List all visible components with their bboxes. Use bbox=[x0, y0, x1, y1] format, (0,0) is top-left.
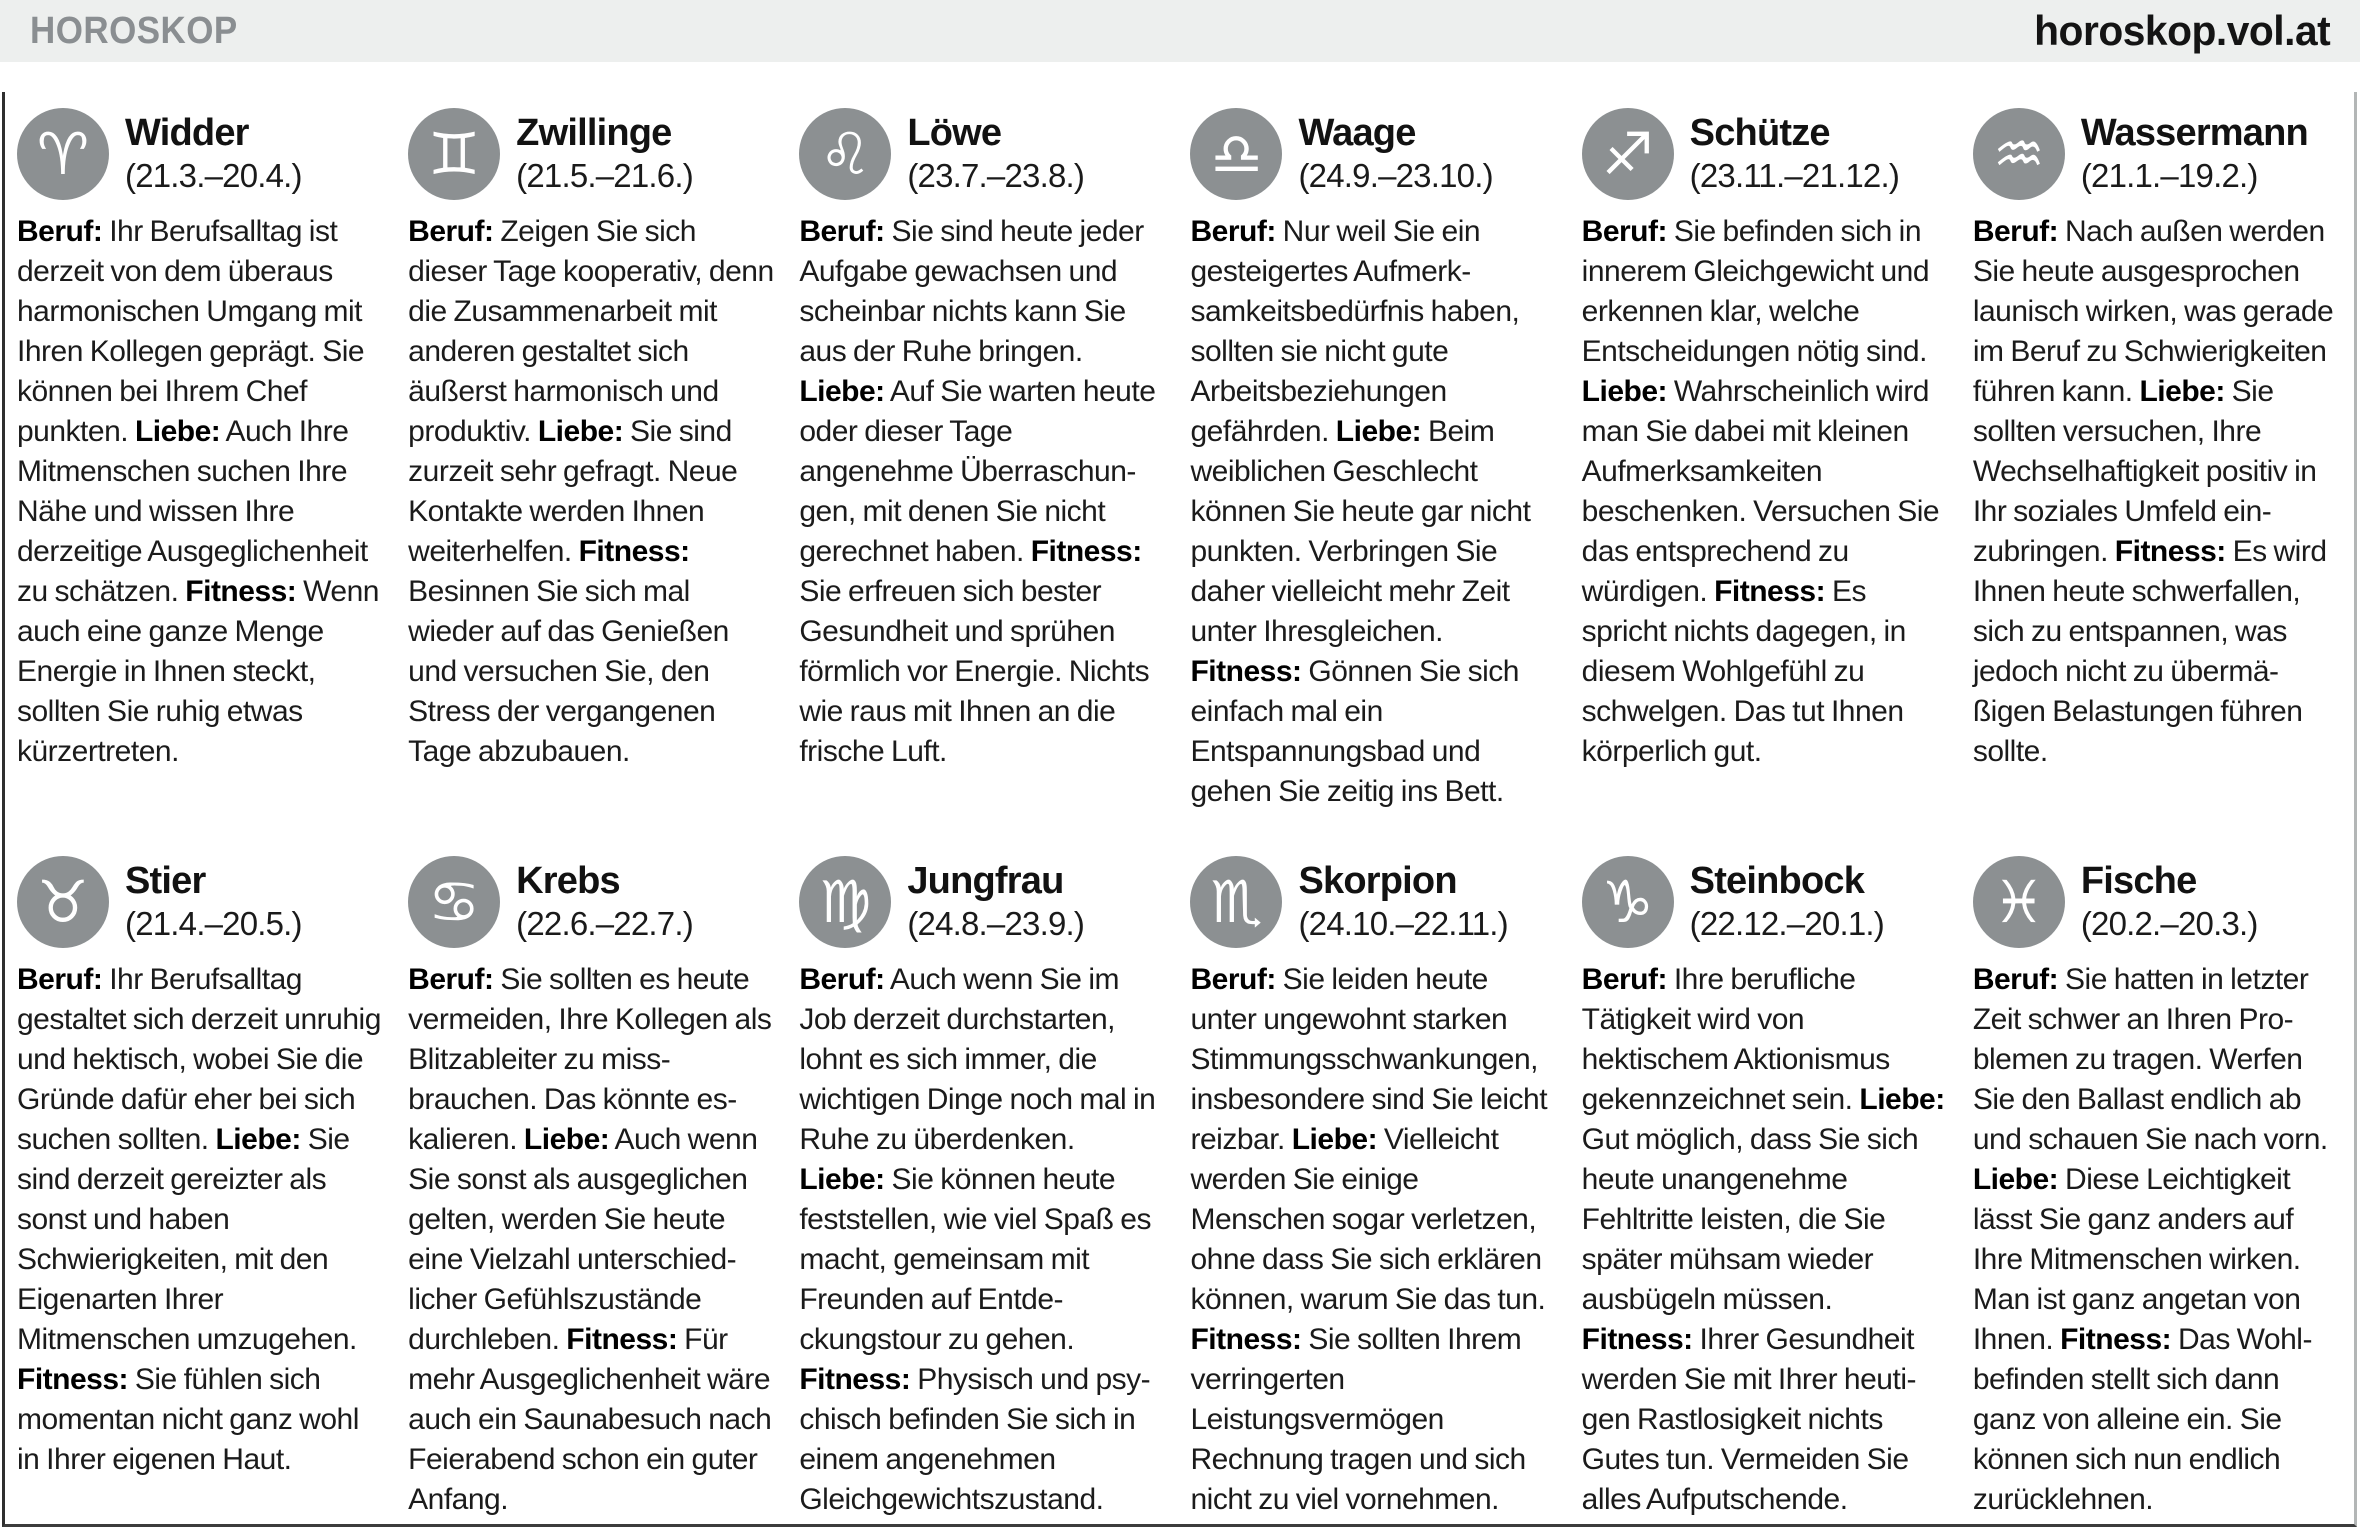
leo-lion-icon bbox=[799, 108, 891, 200]
section-text: Sie erfreuen sich bester Gesundheit und sprühen förmlich vor Energie. Nichts wie raus mit Ihnen an die frische Luft. bbox=[799, 575, 1150, 768]
sign-name: Wassermann bbox=[2080, 112, 2308, 155]
sign-header bbox=[1190, 108, 1557, 200]
section-label: Fitness: bbox=[566, 1323, 678, 1356]
section-label: Liebe: bbox=[523, 1123, 610, 1156]
section-text: Es wird Ihnen heute schwerfallen, sich zu entspannen, was jedoch nicht zu übermäßigen Belastungen führen sollte. bbox=[1972, 535, 2327, 768]
sign-dates: (24.8.–23.9.) bbox=[907, 905, 1085, 943]
section-label: Liebe: bbox=[215, 1123, 301, 1156]
sign-header bbox=[1582, 108, 1949, 200]
sign-dates: (23.7.–23.8.) bbox=[907, 157, 1085, 195]
sign-dates: (20.2.–20.3.) bbox=[2080, 905, 2258, 943]
sign-name: Krebs bbox=[516, 860, 620, 903]
section-text: Sie hatten in letzter Zeit schwer an Ihren Problemen zu tragen. Werfen Sie den Ballast endlich ab und schauen Sie nach vorn. bbox=[1972, 963, 2328, 1156]
section-text: Ihr Berufsalltag ist derzeit von dem überaus harmonischen Umgang mit Ihren Kollegen geprägt. Sie können bei Ihrem Chef punkten. bbox=[17, 215, 365, 448]
section-text: Sie fühlen sich momentan nicht ganz wohl in Ihrer eigenen Haut. bbox=[17, 1363, 359, 1476]
gemini-twins-icon bbox=[408, 108, 500, 200]
section-text: Ihr Berufsalltag gestaltet sich derzeit unruhig und hektisch, wobei Sie die Gründe dafür eher bei sich suchen sollten. bbox=[17, 963, 381, 1156]
section-text: Zeigen Sie sich dieser Tage kooperativ, denn die Zusammenarbeit mit anderen gestaltet sich äußerst harmonisch und produktiv. bbox=[408, 215, 774, 448]
sign-header bbox=[17, 108, 384, 200]
horoscope-entry bbox=[1190, 108, 1557, 812]
section-label: Beruf: bbox=[1190, 215, 1276, 248]
horoscope-grid bbox=[5, 92, 2354, 1520]
section-label: Beruf: bbox=[799, 215, 885, 248]
section-text: Wenn auch eine ganze Menge Energie in Ihnen steckt, sollten Sie ruhig etwas kürzertreten. bbox=[17, 575, 379, 768]
section-label: Beruf: bbox=[1190, 963, 1276, 996]
section-text: Physisch und psychisch befinden Sie sich in einem angenehmen Gleichgewichtszustand. bbox=[799, 1363, 1151, 1516]
sign-title-block bbox=[125, 860, 302, 943]
section-text: Gut möglich, dass Sie sich heute unangenehme Fehltritte leisten, die Sie später mühsam wieder ausbügeln müssen. bbox=[1581, 1123, 1919, 1316]
horoscope-entry bbox=[408, 108, 775, 772]
zodiac-glyph: ♊ bbox=[428, 120, 481, 188]
zodiac-glyph: ♎ bbox=[1210, 120, 1263, 188]
sign-text bbox=[799, 960, 1166, 1520]
section-text: Sie leiden heute unter ungewohnt starken Stimmungsschwankungen, insbesondere sind Sie leicht reizbar. bbox=[1190, 963, 1548, 1156]
sign-title-block bbox=[2081, 860, 2258, 943]
sign-name: Steinbock bbox=[1689, 860, 1865, 903]
sign-text bbox=[17, 212, 384, 772]
section-label: Fitness: bbox=[185, 575, 297, 608]
sign-dates: (24.10.–22.11.) bbox=[1298, 905, 1508, 943]
sign-header bbox=[1973, 856, 2340, 948]
sign-dates: (21.1.–19.2.) bbox=[2080, 157, 2258, 195]
page-header bbox=[0, 0, 2360, 62]
sign-name: Fische bbox=[2080, 860, 2197, 903]
pisces-fish-icon bbox=[1973, 856, 2065, 948]
section-text: Auf Sie warten heute oder dieser Tage angenehme Überraschungen, mit denen Sie nicht gerechnet haben. bbox=[799, 375, 1156, 568]
zodiac-glyph: ♑ bbox=[1601, 868, 1654, 936]
section-label: Liebe: bbox=[799, 1163, 885, 1196]
section-text: Auch wenn Sie im Job derzeit durchstarten, lohnt es sich immer, die wichtigen Dinge noch mal in Ruhe zu überdenken. bbox=[799, 963, 1156, 1156]
section-text: Sie können heute feststellen, wie viel Spaß es macht, gemeinsam mit Freunden auf Entdeckungstour zu gehen. bbox=[799, 1163, 1151, 1356]
aries-ram-icon bbox=[17, 108, 109, 200]
sign-title-block bbox=[516, 112, 693, 195]
section-label: Liebe: bbox=[1581, 375, 1668, 408]
sign-dates: (21.5.–21.6.) bbox=[516, 157, 693, 195]
sign-dates: (21.4.–20.5.) bbox=[125, 905, 302, 943]
section-text: Das Wohlbefinden stellt sich dann ganz von alleine ein. Sie können sich nun endlich zurücklehnen. bbox=[1972, 1323, 2313, 1516]
sign-header bbox=[408, 108, 775, 200]
sign-header bbox=[799, 856, 1166, 948]
section-text: Nur weil Sie ein gesteigertes Aufmerksamkeitsbedürfnis haben, sollten sie nicht gute Arbeitsbeziehungen gefährden. bbox=[1190, 215, 1520, 448]
section-label: Liebe: bbox=[1859, 1083, 1945, 1116]
sign-title-block bbox=[125, 112, 302, 195]
horoscope-entry bbox=[1582, 108, 1949, 772]
section-text: Ihre berufliche Tätigkeit wird von hektischem Aktionismus gekennzeichnet sein. bbox=[1581, 963, 1890, 1116]
zodiac-glyph: ♐ bbox=[1601, 120, 1654, 188]
section-label: Liebe: bbox=[537, 415, 624, 448]
sign-name: Löwe bbox=[907, 112, 1002, 155]
section-label: Fitness: bbox=[799, 1363, 911, 1396]
sign-dates: (21.3.–20.4.) bbox=[125, 157, 302, 195]
section-text: Wahrscheinlich wird man Sie dabei mit kleinen Aufmerksamkeiten beschenken. Versuchen Sie das entsprechend zu würdigen. bbox=[1581, 375, 1940, 608]
section-text: Ihrer Gesundheit werden Sie mit Ihrer heutigen Rastlosigkeit nichts Gutes tun. Vermeiden Sie alles Aufputschende. bbox=[1581, 1323, 1917, 1516]
sign-dates: (22.12.–20.1.) bbox=[1689, 905, 1884, 943]
sign-dates: (23.11.–21.12.) bbox=[1689, 157, 1900, 195]
horoscope-entry bbox=[17, 108, 384, 772]
sign-name: Waage bbox=[1298, 112, 1416, 155]
section-text: Für mehr Ausgeglichenheit wäre auch ein Saunabesuch nach Feierabend schon ein guter Anfang. bbox=[408, 1323, 772, 1516]
sign-header bbox=[1190, 856, 1557, 948]
sign-title-block bbox=[1298, 112, 1492, 195]
zodiac-glyph: ♓ bbox=[1992, 868, 2045, 936]
sign-header bbox=[17, 856, 384, 948]
capricorn-goat-icon bbox=[1582, 856, 1674, 948]
sign-header bbox=[799, 108, 1166, 200]
horoscope-entry bbox=[1190, 856, 1557, 1520]
horoscope-entry bbox=[1973, 856, 2340, 1520]
section-text: Nach außen werden Sie heute ausgesprochen launisch wirken, was gerade im Beruf zu Schwierigkeiten führen kann. bbox=[1972, 215, 2334, 408]
section-label: Fitness: bbox=[1030, 535, 1142, 568]
sign-title-block bbox=[516, 860, 693, 943]
sign-title-block bbox=[907, 860, 1084, 943]
section-label: Fitness: bbox=[1190, 1323, 1302, 1356]
sign-dates: (24.9.–23.10.) bbox=[1298, 157, 1493, 195]
section-label: Fitness: bbox=[2060, 1323, 2172, 1356]
sign-name: Zwillinge bbox=[516, 112, 672, 155]
zodiac-glyph: ♒ bbox=[1992, 120, 2045, 188]
sagittarius-archer-icon bbox=[1582, 108, 1674, 200]
sign-header bbox=[1582, 856, 1949, 948]
sign-title-block bbox=[1690, 860, 1884, 943]
page-title: HOROSKOP bbox=[30, 9, 238, 52]
section-text: Vielleicht werden Sie einige Menschen sogar verletzen, ohne dass Sie sich erklären können, warum Sie das tun. bbox=[1190, 1123, 1546, 1316]
section-label: Liebe: bbox=[799, 375, 885, 408]
sign-title-block bbox=[907, 112, 1084, 195]
section-label: Beruf: bbox=[1972, 963, 2059, 996]
section-text: Sie sind heute jeder Aufgabe gewachsen und scheinbar nichts kann Sie aus der Ruhe bringen. bbox=[799, 215, 1144, 368]
section-text: Es spricht nichts dagegen, in diesem Wohlgefühl zu schwelgen. Das tut Ihnen körperlich gut. bbox=[1581, 575, 1906, 768]
section-text: Besinnen Sie sich mal wieder auf das Genießen und versuchen Sie, den Stress der vergangenen Tage abzubauen. bbox=[408, 575, 729, 768]
section-text: Diese Leichtigkeit lässt Sie ganz anders auf Ihre Mitmenschen wirken. Man ist ganz angetan von Ihnen. bbox=[1972, 1163, 2301, 1356]
sign-text bbox=[408, 960, 775, 1520]
sign-text bbox=[1973, 960, 2340, 1520]
section-text: Auch wenn Sie sonst als ausgeglichen gelten, werden Sie heute eine Vielzahl unterschiedlicher Gefühlszustände durchleben. bbox=[408, 1123, 758, 1356]
section-label: Beruf: bbox=[408, 963, 494, 996]
libra-scales-icon bbox=[1190, 108, 1282, 200]
sign-name: Schütze bbox=[1689, 112, 1830, 155]
sign-text bbox=[799, 212, 1166, 772]
sign-name: Widder bbox=[125, 112, 249, 155]
section-label: Liebe: bbox=[134, 415, 221, 448]
content-frame bbox=[2, 92, 2357, 1527]
section-label: Beruf: bbox=[1972, 215, 2059, 248]
section-label: Liebe: bbox=[1291, 1123, 1378, 1156]
section-text: Sie sollten es heute vermeiden, Ihre Kollegen als Blitzableiter zu missbrauchen. Das könnte eskalieren. bbox=[408, 963, 772, 1156]
sign-text bbox=[1582, 212, 1949, 772]
section-label: Liebe: bbox=[1972, 1163, 2059, 1196]
section-label: Beruf: bbox=[17, 215, 103, 248]
sign-name: Skorpion bbox=[1298, 860, 1457, 903]
section-label: Fitness: bbox=[1581, 1323, 1693, 1356]
zodiac-glyph: ♋ bbox=[428, 868, 481, 936]
section-label: Fitness: bbox=[2114, 535, 2226, 568]
sign-header bbox=[408, 856, 775, 948]
sign-text bbox=[1582, 960, 1949, 1520]
aquarius-water-jug-icon bbox=[1973, 108, 2065, 200]
horoscope-entry bbox=[17, 856, 384, 1480]
section-label: Liebe: bbox=[1335, 415, 1422, 448]
horoscope-entry bbox=[1973, 108, 2340, 772]
horoscope-entry bbox=[408, 856, 775, 1520]
sign-name: Jungfrau bbox=[907, 860, 1064, 903]
section-text: Gönnen Sie sich einfach mal ein Entspannungsbad und gehen Sie zeitig ins Bett. bbox=[1190, 655, 1519, 808]
section-label: Beruf: bbox=[17, 963, 103, 996]
sign-text bbox=[408, 212, 775, 772]
horoscope-entry bbox=[1582, 856, 1949, 1520]
site-url: horoskop.vol.at bbox=[2033, 7, 2330, 54]
section-label: Beruf: bbox=[1581, 963, 1667, 996]
section-text: Sie sollten versuchen, Ihre Wechselhaftigkeit positiv in Ihr soziales Umfeld einzubringen. bbox=[1972, 375, 2317, 568]
section-label: Beruf: bbox=[1581, 215, 1667, 248]
horoscope-entry bbox=[799, 108, 1166, 772]
horoscope-entry bbox=[799, 856, 1166, 1520]
section-label: Fitness: bbox=[1190, 655, 1302, 688]
cancer-crab-icon bbox=[408, 856, 500, 948]
zodiac-glyph: ♍ bbox=[819, 868, 872, 936]
zodiac-glyph: ♉ bbox=[37, 868, 89, 936]
section-label: Liebe: bbox=[2139, 375, 2225, 408]
sign-dates: (22.6.–22.7.) bbox=[516, 905, 693, 943]
sign-text bbox=[1190, 960, 1557, 1520]
taurus-bull-icon bbox=[17, 856, 109, 948]
sign-header bbox=[1973, 108, 2340, 200]
zodiac-glyph: ♏ bbox=[1210, 868, 1263, 936]
section-text: Sie befinden sich in innerem Gleichgewicht und erkennen klar, welche Entscheidungen nötig sind. bbox=[1581, 215, 1930, 368]
sign-text bbox=[17, 960, 384, 1480]
zodiac-glyph: ♌ bbox=[819, 120, 872, 188]
section-label: Beruf: bbox=[408, 215, 494, 248]
section-label: Fitness: bbox=[1714, 575, 1826, 608]
virgo-maiden-icon bbox=[799, 856, 891, 948]
scorpio-scorpion-icon bbox=[1190, 856, 1282, 948]
sign-title-block bbox=[2081, 112, 2308, 195]
section-text: Sie sind zurzeit sehr gefragt. Neue Kontakte werden Ihnen weiterhelfen. bbox=[408, 415, 738, 568]
section-text: Auch Ihre Mitmenschen suchen Ihre Nähe und wissen Ihre derzeitige Ausgeglichenheit zu schätzen. bbox=[17, 415, 368, 608]
sign-text bbox=[1190, 212, 1557, 812]
sign-title-block bbox=[1690, 112, 1899, 195]
section-text: Beim weiblichen Geschlecht können Sie heute gar nicht punkten. Verbringen Sie daher vielleicht mehr Zeit unter Ihresgleichen. bbox=[1190, 415, 1531, 648]
section-text: Sie sollten Ihrem verringerten Leistungsvermögen Rechnung tragen und sich nicht zu viel vornehmen. bbox=[1190, 1323, 1526, 1516]
section-label: Fitness: bbox=[578, 535, 690, 568]
section-label: Beruf: bbox=[799, 963, 885, 996]
sign-title-block bbox=[1298, 860, 1507, 943]
zodiac-glyph: ♈ bbox=[37, 120, 89, 188]
sign-name: Stier bbox=[125, 860, 206, 903]
sign-text bbox=[1973, 212, 2340, 772]
section-label: Fitness: bbox=[17, 1363, 129, 1396]
section-text: Sie sind derzeit gereizter als sonst und haben Schwierigkeiten, mit den Eigenarten Ihrer Mitmenschen umzugehen. bbox=[17, 1123, 357, 1356]
